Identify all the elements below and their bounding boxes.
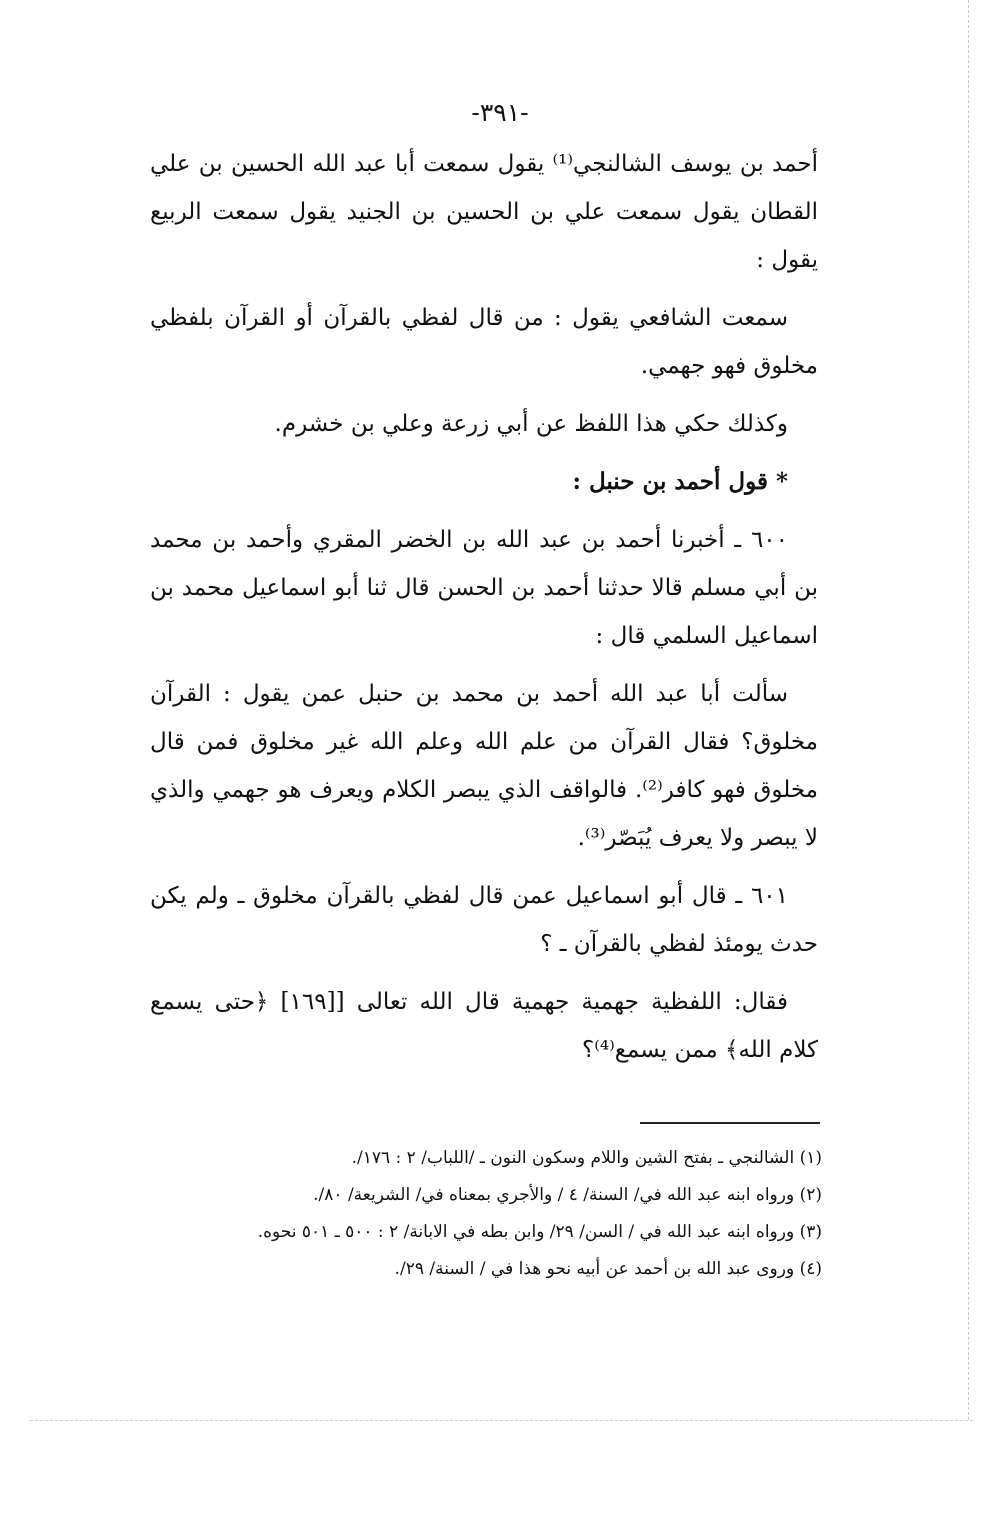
- footnote-item: (٢) ورواه ابنه عبد الله في/ السنة/ ٤ / والأجري بمعناه في/ الشريعة/ ٨٠/.: [313, 1185, 822, 1205]
- paragraph-600: ٦٠٠ ـ أخبرنا أحمد بن عبد الله بن الخضر المقري وأحمد بن محمد بن أبي مسلم قالا حدثنا أحمد بن الحسن قال ثنا أبو اسماعيل محمد بن اسماعيل السلمي قال :: [150, 527, 818, 649]
- paragraph-abu-zura: وكذلك حكي هذا اللفظ عن أبي زرعة وعلي بن خشرم.: [274, 411, 788, 437]
- page-number: -٣٩١-: [471, 98, 529, 127]
- paragraph-601: ٦٠١ ـ قال أبو اسماعيل عمن قال لفظي بالقرآن مخلوق ـ ولم يكن حدث يومئذ لفظي بالقرآن ـ ؟: [150, 883, 818, 957]
- scan-bottom-line: [30, 1420, 973, 1421]
- footnote-separator: [640, 1122, 820, 1124]
- section-heading: * قول أحمد بن حنبل :: [572, 468, 788, 495]
- footnote-item: (١) الشالنجي ـ بفتح الشين واللام وسكون النون ـ /اللباب/ ٢ : ١٧٦/.: [351, 1148, 822, 1168]
- scan-edge-line: [968, 0, 969, 1420]
- paragraph-answer: فقال: اللفظية جهمية جهمية قال الله تعالى [[١٦٩] ﴿حتى يسمع كلام الله﴾ ممن يسمع⁽⁴⁾؟: [150, 989, 818, 1063]
- footnotes: [150, 1140, 822, 1288]
- paragraph-question: سألت أبا عبد الله أحمد بن محمد بن حنبل عمن يقول : القرآن مخلوق؟ فقال القرآن من علم الله وعلم الله غير مخلوق فمن قال مخلوق فهو كافر⁽²⁾. فالواقف الذي يبصر الكلام ويعرف هو جهمي والذي لا يبصر ولا يعرف يُبَصّر⁽³⁾.: [150, 681, 818, 851]
- footnote-item: (٤) وروى عبد الله بن أحمد عن أبيه نحو هذا في / السنة/ ٢٩/.: [394, 1259, 822, 1279]
- main-text: [150, 140, 818, 1084]
- paragraph-continuation: أحمد بن يوسف الشالنجي⁽¹⁾ يقول سمعت أبا عبد الله الحسين بن علي القطان يقول سمعت علي بن الحسين بن الجنيد يقول سمعت الربيع يقول :: [150, 151, 818, 273]
- paragraph-shafii-quote: سمعت الشافعي يقول : من قال لفظي بالقرآن أو القرآن بلفظي مخلوق فهو جهمي.: [150, 305, 818, 379]
- footnote-item: (٣) ورواه ابنه عبد الله في / السن/ ٢٩/ وابن بطه في الابانة/ ٢ : ٥٠٠ ـ ٥٠١ نحوه.: [257, 1222, 822, 1242]
